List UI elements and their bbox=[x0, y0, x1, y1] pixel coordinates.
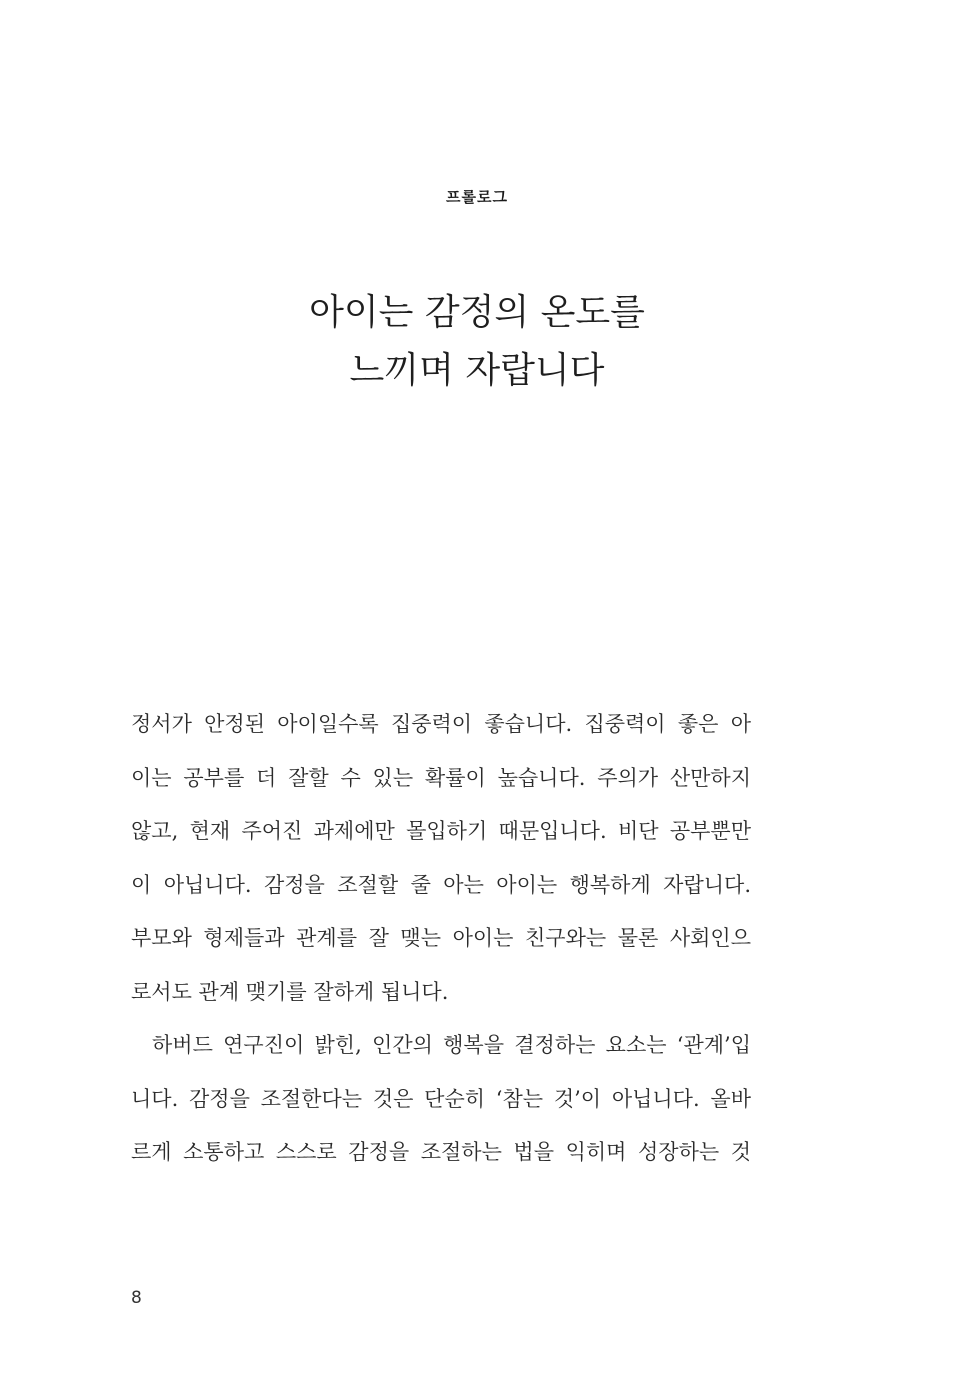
body-line: 부모와 형제들과 관계를 잘 맺는 아이는 친구와는 물론 사회인으 bbox=[131, 926, 751, 950]
chapter-title-line-1: 아이는 감정의 온도를 bbox=[309, 292, 645, 333]
body-line: 니다. 감정을 조절한다는 것은 단순히 ‘참는 것’이 아닙니다. 올바 bbox=[131, 1086, 751, 1111]
body-text bbox=[131, 698, 751, 1180]
chapter-title-line-2: 느끼며 자랍니다 bbox=[349, 350, 605, 391]
body-line: 이 아닙니다. 감정을 조절할 줄 아는 아이는 행복하게 자랍니다. bbox=[131, 872, 751, 897]
chapter-title bbox=[0, 284, 954, 400]
body-line: 정서가 안정된 아이일수록 집중력이 좋습니다. 집중력이 좋은 아 bbox=[131, 712, 751, 736]
body-line: 로서도 관계 맺기를 잘하게 됩니다. bbox=[131, 979, 449, 1004]
body-line: 르게 소통하고 스스로 감정을 조절하는 법을 익히며 성장하는 것 bbox=[131, 1140, 751, 1164]
body-line: 이는 공부를 더 잘할 수 있는 확률이 높습니다. 주의가 산만하지 bbox=[131, 765, 751, 790]
body-line: 않고, 현재 주어진 과제에만 몰입하기 때문입니다. 비단 공부뿐만 bbox=[131, 819, 751, 843]
body-line: 하버드 연구진이 밝힌, 인간의 행복을 결정하는 요소는 ‘관계’입 bbox=[152, 1033, 751, 1057]
page-number: 8 bbox=[131, 1288, 142, 1308]
section-label: 프롤로그 bbox=[446, 188, 508, 206]
